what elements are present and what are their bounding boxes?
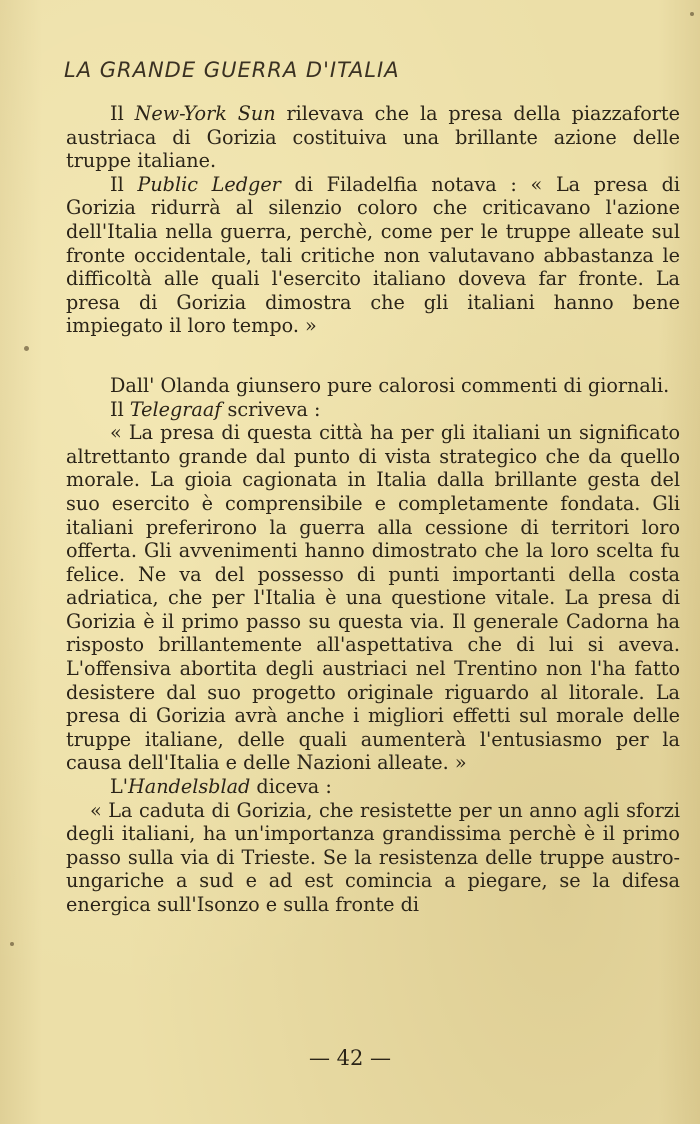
page-body (66, 58, 680, 917)
paragraph-handelsblad-intro (66, 775, 680, 799)
paragraph-public-ledger (66, 173, 680, 338)
newspaper-name: Telegraaf (129, 397, 222, 421)
paragraph-handelsblad-quote: « La caduta di Gorizia, che resistette per un anno agli sforzi degli italiani, ha un'importanza grandissima perchè è il primo passo sulla via di Trieste. Se la resistenza delle truppe austro-ungariche a sud e ad est comincia a piegare, se la difesa energica sull'Isonzo e sulla fronte di (66, 798, 680, 916)
paper-speck (24, 346, 29, 351)
text-run: L' (110, 775, 129, 799)
newspaper-name: New-York Sun (134, 102, 276, 125)
page-number: — 42 — (308, 1046, 392, 1070)
newspaper-name: Public Ledger (137, 172, 281, 196)
text-run: scriveva : (221, 397, 321, 421)
paragraph-telegraaf-quote: « La presa di questa città ha per gli italiani un significato altrettanto grande dal punto di vista strategico che da quello morale. La gioia cagionata in Italia dalla brillante gesta del suo esercito è comprensibile e completamente fondata. Gli italiani preferirono la guerra alla cessione di territori loro offerta. Gli avvenimenti hanno dimostrato che la loro scelta fu felice. Ne va del possesso di punti importanti della costa adriatica, che per l'Italia è una questione vitale. La presa di Gorizia è il primo passo su questa via. Il generale Cadorna ha risposto brillantemente all'aspettativa che di lui si aveva. L'offensiva abortita degli austriaci nel Trentino non l'ha fatto desistere dal suo progetto originale riguardo al litorale. La presa di Gorizia avrà anche i migliori effetti sul morale delle truppe italiane, delle quali aumenterà l'entusiasmo per la causa dell'Italia e delle Nazioni alleate. » (66, 421, 680, 775)
paper-speck (690, 12, 694, 16)
text-run: rilevava che la presa della piazzaforte austriaca di Gorizia costituiva una brillante azione delle truppe italiane. (66, 102, 680, 173)
paragraph-telegraaf-intro (66, 398, 680, 422)
text-run: Il (110, 397, 130, 421)
text-run: diceva : (250, 775, 332, 799)
text-run: Il (110, 102, 135, 125)
text-run: di Filadelfia notava : « La presa di Gorizia ridurrà al silenzio coloro che criticavano l'azione dell'Italia nella guerra, perchè, come per le truppe alleate sul fronte occidentale, tali critiche non valutavano abbastanza le difficoltà alle quali l'esercito italiano doveva far fronte. La presa di Gorizia dimostra che gli italiani hanno bene impiegato il loro tempo. » (66, 172, 680, 338)
running-head: LA GRANDE GUERRA D'ITALIA (64, 58, 400, 82)
paper-speck (10, 942, 14, 946)
newspaper-name: Handelsblad (128, 775, 251, 799)
paragraph-olanda: Dall' Olanda giunsero pure calorosi commenti di giornali. (110, 373, 670, 397)
section-gap (66, 338, 680, 374)
text-run: Il (110, 172, 138, 196)
paragraph-new-york-sun (66, 102, 680, 173)
